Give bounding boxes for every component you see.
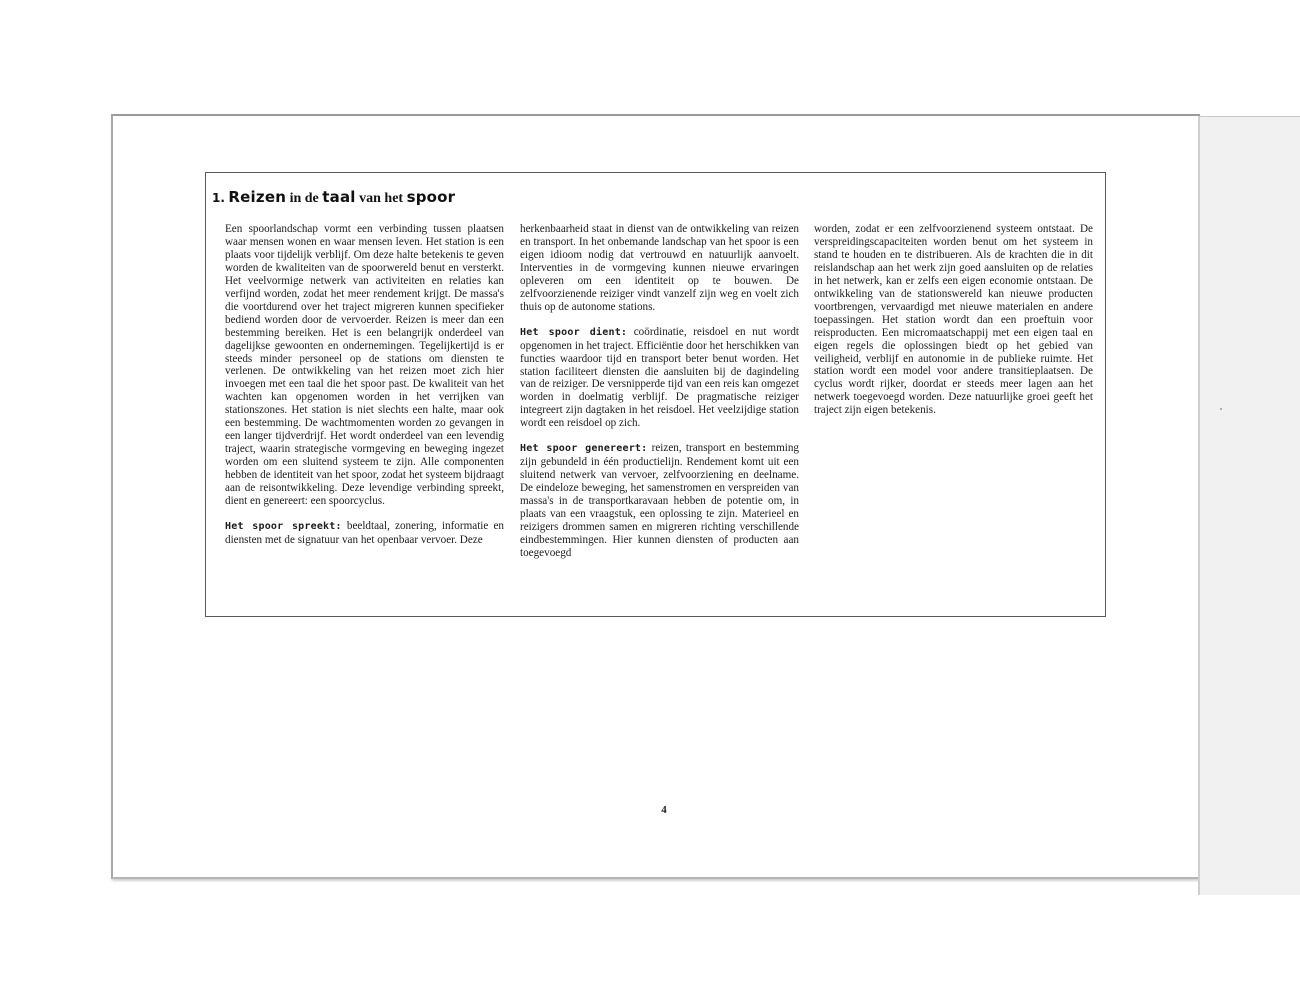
body-spoor-genereert: reizen, transport en bestemming zijn gebundeld in één productielijn. Rendement komt uit een sluitend netwerk van vervoer, zelfvoorziening en deelname. De eindeloze beweging, het samenstromen en verspreiden van massa's in de transportkaravaan hebben de potentie om, in plaats van een vraagstuk, een oplossing te zijn. Materieel en reizigers drommen samen en migreren richting verschillende eindbestemmingen. Hier kunnen diensten of producten aan toegevoegd xyxy=(520,442,799,559)
section-title xyxy=(212,188,455,207)
title-keyword-reizen: Reizen xyxy=(228,188,287,206)
text-column-2 xyxy=(520,223,799,572)
paragraph-spoor-spreekt xyxy=(225,520,504,547)
title-keyword-spoor: spoor xyxy=(406,188,456,206)
paper-speck xyxy=(1220,408,1222,410)
paragraph-conclusion: worden, zodat er een zelfvoorzienend systeem ontstaat. De verspreidingscapaciteiten worden benut om het systeem in stand te houden en te distribueren. Als de krachten die in dit reislandschap aan het werk zijn goed aansluiten op de relaties in het netwerk, kan er zelfs een eigen economie ontstaan. De ontwikkeling van de stationswereld kan nieuwe producten voortbrengen, vervaardigd met nieuwe materialen en andere toepassingen. Het station wordt dan een proeftuin voor reisproducten. Een micromaatschappij met een eigen taal en eigen regels die oplossingen biedt op het gebied van veiligheid, verblijf en autonomie in de publieke ruimte. Het station wordt een model voor andere transitieplaatsen. De cyclus wordt rijker, doordat er steeds meer lagen aan het netwerk toegevoegd worden. Deze natuurlijke groei geeft het traject zijn eigen betekenis. xyxy=(814,223,1093,417)
paragraph-continuation: herkenbaarheid staat in dienst van de ontwikkeling van reizen en transport. In het onbemande landschap van het spoor is een eigen idioom nodig dat vertrouwd en natuurlijk aanvoelt. Interventies in de vormgeving kunnen nieuwe ervaringen opleveren om een identiteit op te bouwen. De zelfvoorzienende reiziger vindt vanzelf zijn weg en voelt zich thuis op de autonome stations. xyxy=(520,223,799,313)
lead-spoor-dient: Het spoor dient: xyxy=(520,326,628,338)
title-word: in de xyxy=(289,191,319,206)
section-number: 1. xyxy=(212,191,225,205)
text-column-1 xyxy=(225,223,504,559)
adjacent-page-edge xyxy=(1198,116,1300,895)
title-keyword-taal: taal xyxy=(322,188,356,206)
paragraph-intro: Een spoorlandschap vormt een verbinding tussen plaatsen waar mensen wonen en waar mensen leven. Het station is een plaats voor tijdelijk verblijf. Om deze halte betekenis te geven worden de kwaliteiten van de spoorwereld benut en versterkt. Het veelvormige netwerk van activiteiten en relaties kan verfijnd worden, zodat het meer rendement krijgt. De massa's die voortdurend over het traject migreren kunnen specifieker bediend worden door de vervoerder. Reizen is meer dan een bestemming bereiken. Het is een belangrijk onderdeel van dagelijkse gewoonten en ondernemingen. Tegelijkertijd is er steeds minder personeel op de stations om diensten te verlenen. De ontwikkeling van het reizen moet zich hier invoegen met een taal die het spoor past. De kwaliteit van het wachten kan opgenomen worden in het verrijken van stationszones. Het station is niet slechts een halte, maar ook een bestemming. De wachtmomenten worden zo gevangen in een langer tijdverdrijf. Het wordt onderdeel van een levendig traject, waarin strategische vormgeving en beweging ingezet worden om een sluitend systeem te zijn. Alle componenten hebben de identiteit van het spoor, zodat het systeem bijdraagt aan de reisontwikkeling. Deze levendige verbinding spreekt, dient en genereert: een spoorcyclus. xyxy=(225,223,504,508)
body-spoor-spreekt: beeldtaal, zonering, informatie en diensten met de signatuur van het openbaar vervoer. Deze xyxy=(225,519,504,546)
title-word: van het xyxy=(359,191,404,206)
lead-spoor-spreekt: Het spoor spreekt: xyxy=(225,520,342,532)
text-column-3 xyxy=(814,223,1093,429)
page-number: 4 xyxy=(661,804,667,816)
paragraph-spoor-genereert xyxy=(520,442,799,560)
lead-spoor-genereert: Het spoor genereert: xyxy=(520,443,648,455)
paragraph-spoor-dient xyxy=(520,326,799,431)
body-spoor-dient: coördinatie, reisdoel en nut wordt opgenomen in het traject. Efficiëntie door het herschikken van functies waardoor tijd en transport beter benut worden. Het station faciliteert diensten die aansluiten bij de dagindeling van de reiziger. De versnipperde tijd van een reis kan omgezet worden in doelmatig verblijf. De pragmatische reiziger integreert zijn dagtaken in het reisdoel. Het veelzijdige station wordt een reisdoel op zich. xyxy=(520,325,799,430)
